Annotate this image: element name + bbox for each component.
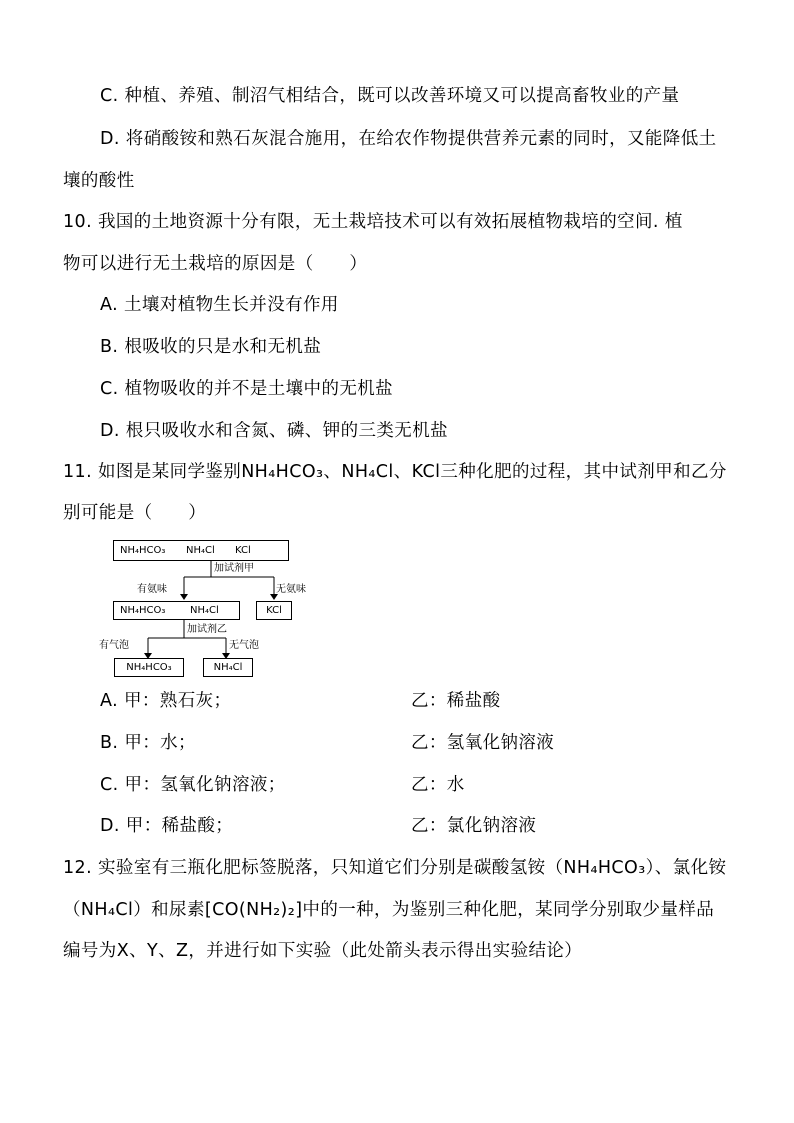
q11-option-d-reagent-1: D. 甲：稀盐酸； [100, 816, 234, 836]
flow-mid-nh4hco3: NH₄HCO₃ [120, 605, 166, 616]
q11-option-a [100, 689, 501, 713]
flow-label-no-ammonia-smell: 无氨味 [276, 584, 306, 595]
q12-stem-line1: 12. 实验室有三瓶化肥标签脱落，只知道它们分别是碳酸氢铵（NH₄HCO₃）、氯化铵 [63, 858, 727, 878]
q9-option-d-line2: 壤的酸性 [63, 171, 135, 191]
q12-stem-line3: 编号为X、Y、Z，并进行如下实验（此处箭头表示得出实验结论） [63, 941, 583, 961]
q10-option-c: C. 植物吸收的并不是土壤中的无机盐 [100, 379, 394, 399]
q11-option-c-reagent-2: 乙：水 [411, 775, 465, 795]
q10-stem-line2: 物可以进行无土栽培的原因是（ ） [63, 254, 368, 274]
q9-option-d-line1: D. 将硝酸铵和熟石灰混合施用，在给农作物提供营养元素的同时，又能降低土 [100, 129, 717, 149]
flow-label-ammonia-smell: 有氨味 [137, 584, 167, 595]
q10-option-b: B. 根吸收的只是水和无机盐 [100, 337, 322, 357]
q9-option-c: C. 种植、养殖、制沼气相结合，既可以改善环境又可以提高畜牧业的产量 [100, 86, 680, 106]
flow-initial-kcl: KCl [235, 545, 251, 556]
flow-box-initial-fertilizers [113, 540, 289, 561]
flow-label-reagent-2: 加试剂乙 [187, 624, 227, 635]
q10-stem-line1: 10. 我国的土地资源十分有限，无土栽培技术可以有效拓展植物栽培的空间. 植 [63, 212, 683, 232]
flow-initial-nh4cl: NH₄Cl [186, 545, 215, 556]
q12-stem-line2: （NH₄Cl）和尿素[CO(NH₂)₂]中的一种，为鉴别三种化肥，某同学分别取少量样品 [63, 900, 715, 920]
q11-option-d-reagent-2: 乙：氯化钠溶液 [411, 816, 537, 836]
q11-option-c [100, 773, 465, 797]
q11-option-c-reagent-1: C. 甲：氢氧化钠溶液； [100, 775, 286, 795]
flow-label-reagent-1: 加试剂甲 [214, 563, 254, 574]
q10-option-d: D. 根只吸收水和含氮、磷、钾的三类无机盐 [100, 421, 448, 441]
q11-option-b-reagent-1: B. 甲：水； [100, 733, 196, 753]
flow-box-kcl: KCl [256, 601, 292, 620]
q11-stem-line1: 11. 如图是某同学鉴别NH₄HCO₃、NH₄Cl、KCl三种化肥的过程，其中试剂甲和乙分 [63, 462, 727, 482]
flow-label-bubbles: 有气泡 [99, 640, 129, 651]
identification-flow-diagram [96, 536, 316, 678]
q11-option-a-reagent-2: 乙：稀盐酸 [411, 691, 501, 711]
flow-initial-nh4hco3: NH₄HCO₃ [120, 545, 166, 556]
flow-box-result-nh4cl: NH₄Cl [203, 658, 253, 677]
q11-option-a-reagent-1: A. 甲：熟石灰； [100, 691, 232, 711]
q11-option-b [100, 731, 555, 755]
flow-box-ammonium-pair [113, 601, 240, 620]
q11-option-b-reagent-2: 乙：氢氧化钠溶液 [411, 733, 555, 753]
q10-option-a: A. 土壤对植物生长并没有作用 [100, 295, 339, 315]
flow-label-no-bubbles: 无气泡 [229, 640, 259, 651]
q11-option-d [100, 814, 537, 838]
flow-box-result-nh4hco3: NH₄HCO₃ [114, 658, 184, 677]
q11-stem-line2: 别可能是（ ） [63, 503, 207, 523]
flow-mid-nh4cl: NH₄Cl [190, 605, 219, 616]
